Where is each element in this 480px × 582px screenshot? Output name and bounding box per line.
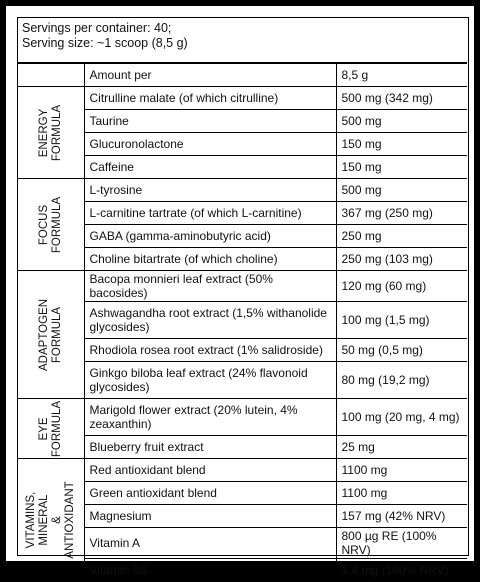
ingredient-amount: 250 mg (103 mg) — [336, 248, 467, 271]
ingredient-row — [18, 339, 467, 362]
ingredient-amount: 50 mg (0,5 mg) — [336, 339, 467, 362]
group-label: FOCUS FORMULA — [37, 196, 63, 253]
ingredient-name: L-tyrosine — [84, 179, 336, 202]
ingredient-row — [18, 133, 467, 156]
label-panel — [6, 6, 474, 577]
serving-size: Serving size: ~1 scoop (8,5 g) — [22, 36, 188, 50]
ingredient-row — [18, 302, 467, 339]
ingredient-name: Magnesium — [84, 505, 336, 528]
group-label: ADAPTOGEN FORMULA — [37, 298, 63, 371]
group-label-cell — [18, 179, 84, 271]
ingredient-row — [18, 87, 467, 110]
amount-per-value: 8,5 g — [336, 64, 467, 87]
amount-per-row — [18, 64, 467, 87]
ingredient-row — [18, 436, 467, 459]
ingredient-amount: 367 mg (250 mg) — [336, 202, 467, 225]
group-label-cell — [18, 87, 84, 179]
ingredients-table — [18, 63, 467, 582]
ingredient-amount: 100 mg (20 mg, 4 mg) — [336, 399, 467, 436]
ingredient-name: Choline bitartrate (of which choline) — [84, 248, 336, 271]
group-label-cell — [18, 459, 84, 582]
nutrition-table-frame — [17, 17, 469, 577]
ingredient-row — [18, 202, 467, 225]
ingredient-row — [18, 505, 467, 528]
group-label-cell — [18, 399, 84, 459]
ingredient-amount: 25 mg — [336, 436, 467, 459]
ingredient-name: Taurine — [84, 110, 336, 133]
ingredient-amount: 1100 mg — [336, 459, 467, 482]
group-label-cell — [18, 271, 84, 399]
ingredient-row — [18, 482, 467, 505]
ingredient-name: Blueberry fruit extract — [84, 436, 336, 459]
ingredient-name: Ashwagandha root extract (1,5% withanolide glycosides) — [84, 302, 336, 339]
ingredient-amount: 500 mg (342 mg) — [336, 87, 467, 110]
ingredient-row — [18, 179, 467, 202]
ingredient-amount: 250 mg — [336, 225, 467, 248]
ingredient-name: Bacopa monnieri leaf extract (50% bacosides) — [84, 271, 336, 302]
ingredient-amount: 100 mg (1,5 mg) — [336, 302, 467, 339]
ingredient-row — [18, 559, 467, 582]
servings-per-container: Servings per container: 40; — [22, 21, 172, 35]
ingredient-row — [18, 156, 467, 179]
ingredient-name: L-carnitine tartrate (of which L-carnitine) — [84, 202, 336, 225]
amount-per-label: Amount per — [84, 64, 336, 87]
group-label: EYE FORMULA — [37, 400, 63, 457]
ingredient-amount: 800 µg RE (100% NRV) — [336, 528, 467, 559]
ingredient-name: Green antioxidant blend — [84, 482, 336, 505]
group-label: ENERGY FORMULA — [37, 104, 63, 161]
ingredient-name: Vitamin A — [84, 528, 336, 559]
ingredient-name: Vitamin B6 — [84, 559, 336, 582]
ingredient-name: Red antioxidant blend — [84, 459, 336, 482]
empty-cell — [18, 64, 84, 87]
ingredient-name: Caffeine — [84, 156, 336, 179]
ingredient-name: Rhodiola rosea root extract (1% salidroside) — [84, 339, 336, 362]
ingredient-amount: 150 mg — [336, 133, 467, 156]
ingredient-amount: 1100 mg — [336, 482, 467, 505]
ingredient-name: Marigold flower extract (20% lutein, 4% zeaxanthin) — [84, 399, 336, 436]
group-label: VITAMINS, MINERAL & ANTIOXIDANT — [24, 481, 76, 559]
ingredient-amount: 80 mg (19,2 mg) — [336, 362, 467, 399]
ingredient-amount: 150 mg — [336, 156, 467, 179]
ingredient-row — [18, 528, 467, 559]
ingredient-row — [18, 248, 467, 271]
ingredient-row — [18, 362, 467, 399]
ingredient-name: Citrulline malate (of which citrulline) — [84, 87, 336, 110]
ingredient-name: Glucuronolactone — [84, 133, 336, 156]
ingredient-amount: 120 mg (60 mg) — [336, 271, 467, 302]
ingredient-name: GABA (gamma-aminobutyric acid) — [84, 225, 336, 248]
ingredient-amount: 1,4 mg (100% NRV) — [336, 559, 467, 582]
ingredient-amount: 500 mg — [336, 110, 467, 133]
ingredient-name: Ginkgo biloba leaf extract (24% flavonoid glycosides) — [84, 362, 336, 399]
ingredient-amount: 157 mg (42% NRV) — [336, 505, 467, 528]
ingredient-row — [18, 399, 467, 436]
ingredient-row — [18, 459, 467, 482]
ingredient-amount: 500 mg — [336, 179, 467, 202]
ingredient-row — [18, 225, 467, 248]
ingredient-row — [18, 110, 467, 133]
ingredient-row — [18, 271, 467, 302]
serving-info — [18, 18, 467, 63]
